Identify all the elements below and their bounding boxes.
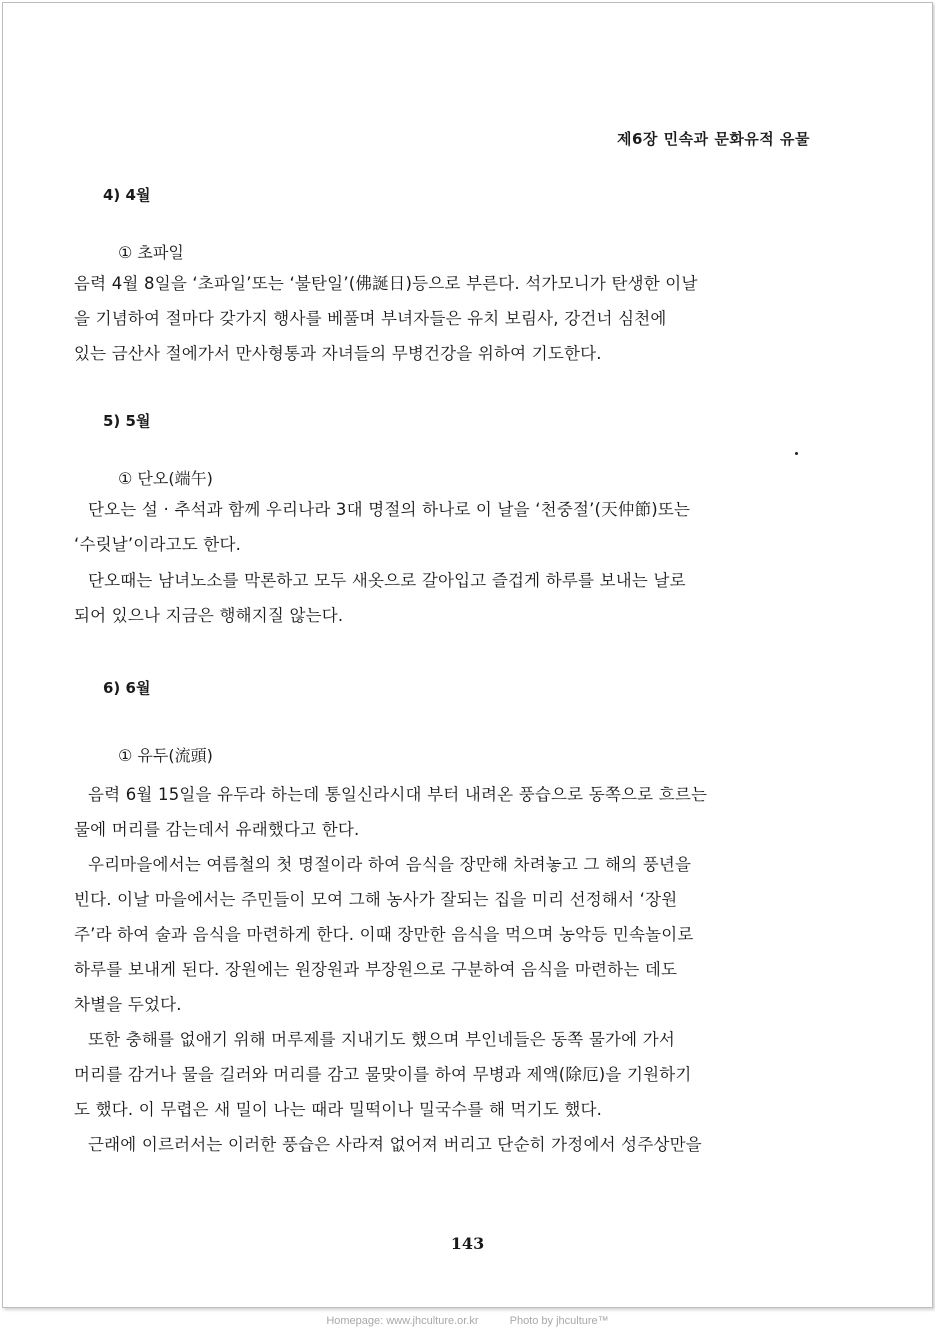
- scan-speck: [795, 452, 798, 455]
- text-line: 하루를 보내게 된다. 장원에는 원장원과 부장원으로 구분하여 음식을 마련하는 데도: [74, 960, 678, 979]
- paragraph: [74, 847, 812, 1022]
- section-heading-april: 4) 4월: [103, 186, 151, 204]
- subheading-yudu: ① 유두(流頭): [118, 746, 213, 765]
- text-line: 근래에 이르러서는 이러한 풍습은 사라져 없어져 버리고 단순히 가정에서 성주상만을: [88, 1135, 702, 1154]
- section-heading-june: 6) 6월: [103, 679, 151, 697]
- text-line: 주’라 하여 술과 음식을 마련하게 한다. 이때 장만한 음식을 먹으며 농악등 민속놀이로: [74, 925, 694, 944]
- paragraph: [74, 266, 812, 371]
- text-line: 물에 머리를 감는데서 유래했다고 한다.: [74, 820, 360, 839]
- homepage-credit: Homepage: www.jhculture.or.kr: [326, 1315, 479, 1327]
- text-line: 또한 충해를 없애기 위해 머루제를 지내기도 했으며 부인네들은 동쪽 물가에 가서: [88, 1030, 676, 1049]
- text-line: 우리마을에서는 여름철의 첫 명절이라 하여 음식을 장만해 차려놓고 그 해의 풍년을: [88, 855, 692, 874]
- paragraph: [74, 1022, 812, 1127]
- text-line: ‘수릿날’이라고도 한다.: [74, 535, 242, 554]
- photo-credit: Photo by jhculture™: [509, 1315, 609, 1327]
- text-line: 빈다. 이날 마을에서는 주민들이 모여 그해 농사가 잘되는 집을 미리 선정해서 ‘장원: [74, 890, 678, 909]
- paragraph: [74, 777, 812, 847]
- text-line: 차별을 두었다.: [74, 995, 182, 1014]
- text-line: 을 기념하여 절마다 갖가지 행사를 베풀며 부녀자들은 유치 보림사, 강건너 심천에: [74, 309, 667, 328]
- subheading-dano: ① 단오(端午): [118, 469, 213, 488]
- paragraph: [74, 563, 812, 633]
- text-line: 되어 있으나 지금은 행해지질 않는다.: [74, 606, 344, 625]
- text-line: 음력 4월 8일을 ‘초파일’또는 ‘불탄일’(佛誕日)등으로 부른다. 석가모니가 탄생한 이날: [74, 274, 698, 293]
- text-line: 음력 6월 15일을 유두라 하는데 통일신라시대 부터 내려온 풍습으로 동쪽으로 흐르는: [88, 785, 708, 804]
- text-line: 단오는 설 · 추석과 함께 우리나라 3대 명절의 하나로 이 날을 ‘천중절’(天仲節)또는: [88, 500, 691, 519]
- chapter-header: 제6장 민속과 문화유적 유물: [617, 130, 810, 148]
- paragraph: [74, 1127, 812, 1162]
- text-line: 머리를 감거나 물을 길러와 머리를 감고 물맞이를 하여 무병과 제액(除厄)을 기원하기: [74, 1065, 692, 1084]
- text-line: 단오때는 남녀노소를 막론하고 모두 새옷으로 갈아입고 즐겁게 하루를 보내는 날로: [88, 571, 686, 590]
- section-heading-may: 5) 5월: [103, 412, 151, 430]
- paragraph: [74, 492, 812, 562]
- text-line: 있는 금산사 절에가서 만사형통과 자녀들의 무병건강을 위하여 기도한다.: [74, 344, 602, 363]
- watermark-footer: [0, 1315, 935, 1327]
- page-number: 143: [450, 1234, 485, 1253]
- text-line: 도 했다. 이 무렵은 새 밀이 나는 때라 밀떡이나 밀국수를 해 먹기도 했다.: [74, 1100, 603, 1119]
- subheading-chopail: ① 초파일: [118, 243, 184, 262]
